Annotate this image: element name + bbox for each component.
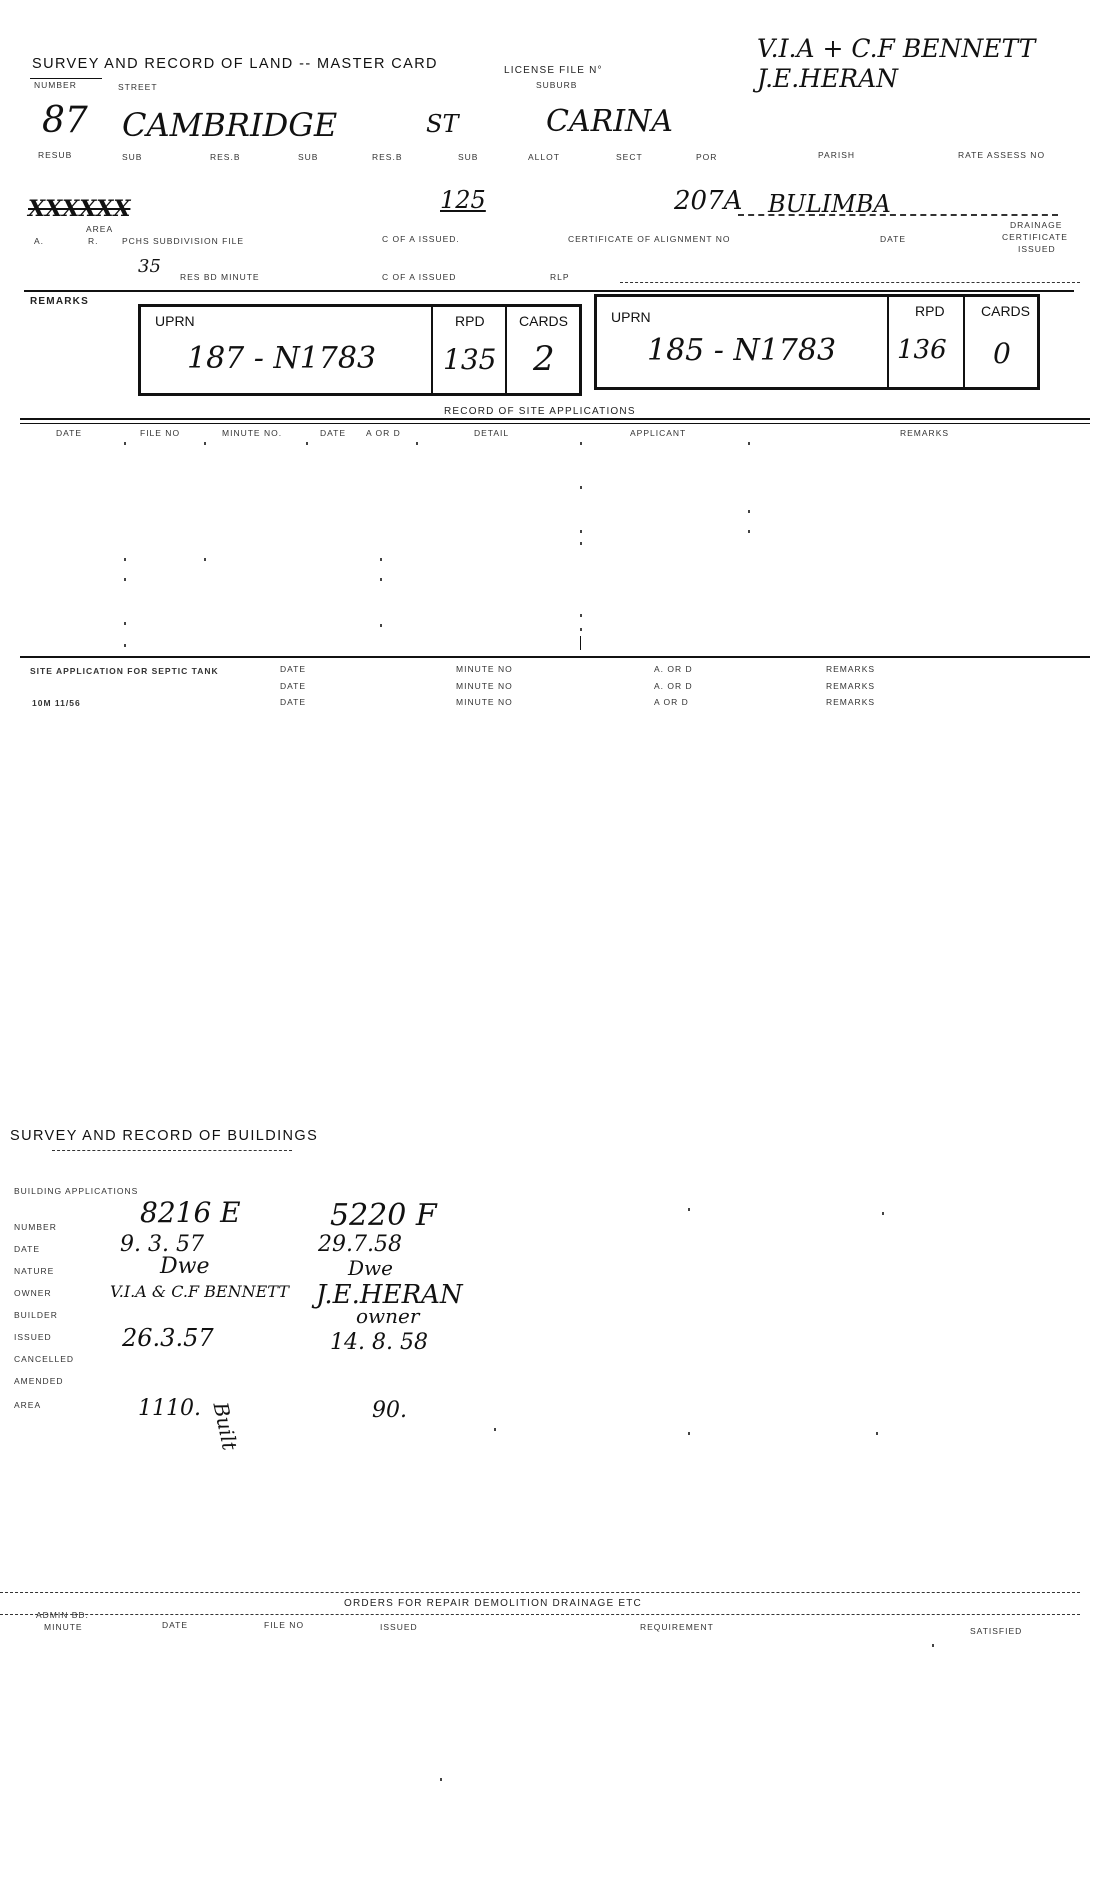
septic-remarks-1: REMARKS <box>826 664 876 674</box>
remarks-rule <box>24 290 1074 292</box>
septic-remarks-3: REMARKS <box>826 697 876 707</box>
septic-minute-2: MINUTE NO <box>456 681 513 691</box>
rate-assess-label: RATE ASSESS NO <box>958 150 1046 160</box>
hw-struck-resub: XXXXXX <box>28 196 131 222</box>
ba2-owner: J.E.HERAN <box>316 1280 463 1310</box>
rlp-label: RLP <box>550 272 570 282</box>
street-label: STREET <box>118 82 158 92</box>
rpd-label-1: RPD <box>455 313 485 329</box>
row4-dotted-line <box>620 282 1080 283</box>
column-dot <box>124 442 126 445</box>
ba1-nature: Dwe <box>160 1254 210 1279</box>
hw-res-sub: 125 <box>440 186 486 214</box>
hw-street: CAMBRIDGE <box>122 106 338 144</box>
hw-35: 35 <box>138 256 161 277</box>
pchs-label: PCHS SUBDIVISION FILE <box>122 236 245 246</box>
orders-col-file-no: FILE NO <box>264 1620 305 1630</box>
column-dot <box>580 542 582 545</box>
ba2-nature: Dwe <box>348 1256 393 1280</box>
septic-date-1: DATE <box>280 664 307 674</box>
remarks-label: REMARKS <box>30 296 89 307</box>
speck <box>494 1428 496 1431</box>
sub-label-2: SUB <box>298 152 319 162</box>
building-applications-label: BUILDING APPLICATIONS <box>14 1186 139 1196</box>
row-label-cancelled: CANCELLED <box>14 1354 75 1364</box>
uprn-value-1: 187 - N1783 <box>187 341 377 376</box>
septic-date-2: DATE <box>280 681 307 691</box>
row-label-date: DATE <box>14 1244 41 1254</box>
speck <box>688 1432 690 1435</box>
vertical-note: Built <box>208 1400 243 1453</box>
orders-col-admin-bd: ADMIN BD. <box>36 1610 89 1620</box>
septic-aord-1: A. OR D <box>654 664 693 674</box>
ba2-builder: owner <box>356 1304 420 1328</box>
column-dot <box>124 644 126 647</box>
speck <box>876 1432 878 1435</box>
row-label-issued: ISSUED <box>14 1332 52 1342</box>
buildings-card-title: SURVEY AND RECORD OF BUILDINGS <box>10 1128 319 1144</box>
orders-col-satisfied: SATISFIED <box>970 1626 1023 1636</box>
ba2-area: 90. <box>372 1398 407 1423</box>
form-code: 10M 11/56 <box>32 698 81 708</box>
septic-date-3: DATE <box>280 697 307 707</box>
hw-street-type: ST <box>426 110 459 138</box>
owners-line-1: V.I.A + C.F BENNETT <box>757 34 1036 63</box>
parish-label: PARISH <box>818 150 856 160</box>
orders-title: ORDERS FOR REPAIR DEMOLITION DRAINAGE ETC <box>344 1598 642 1609</box>
column-dot <box>580 614 582 617</box>
orders-col-minute: MINUTE <box>44 1622 83 1632</box>
hw-suburb: CARINA <box>546 104 673 139</box>
sub-label-1: SUB <box>122 152 143 162</box>
row-label-nature: NATURE <box>14 1266 55 1276</box>
number-label: NUMBER <box>34 80 77 90</box>
column-dot <box>416 442 418 445</box>
site-col-a-or-d: A OR D <box>366 428 401 438</box>
row-label-builder: BUILDER <box>14 1310 58 1320</box>
septic-aord-3: A OR D <box>654 697 689 707</box>
column-dot <box>580 442 582 445</box>
issued-label: ISSUED <box>1018 244 1056 254</box>
por-label: POR <box>696 152 718 162</box>
ba1-owner: V.I.A & C.F BENNETT <box>110 1282 289 1301</box>
ba1-date: 9. 3. 57 <box>120 1232 204 1257</box>
column-dot <box>580 530 582 533</box>
site-col-date: DATE <box>56 428 83 438</box>
ba2-number: 5220 F <box>330 1198 437 1233</box>
row-label-number: NUMBER <box>14 1222 57 1232</box>
uprn-value-2: 185 - N1783 <box>647 333 837 368</box>
orders-col-date: DATE <box>162 1620 189 1630</box>
site-rule-2 <box>20 423 1090 424</box>
buildings-title-underline <box>52 1150 292 1151</box>
rpd-label-2: RPD <box>915 303 945 319</box>
uprn-box-2 <box>594 294 1040 390</box>
uprn-box-1-divider-a <box>431 307 433 393</box>
uprn-box-2-divider-b <box>963 297 965 387</box>
allot-label: ALLOT <box>528 152 560 162</box>
orders-col-requirement: REQUIREMENT <box>640 1622 714 1632</box>
sect-label: SECT <box>616 152 643 162</box>
cards-value-2: 0 <box>993 337 1011 370</box>
cards-label-1: CARDS <box>519 313 569 329</box>
site-rule-1 <box>20 418 1090 420</box>
detail-column-rule <box>580 636 581 650</box>
ba1-number: 8216 E <box>140 1196 241 1229</box>
column-dot <box>204 558 206 561</box>
res-bd-minute-label: RES BD MINUTE <box>180 272 260 282</box>
site-col-applicant: APPLICANT <box>630 428 687 438</box>
column-dot <box>380 578 382 581</box>
certificate-label: CERTIFICATE <box>1002 232 1068 242</box>
uprn-label-1: UPRN <box>155 313 195 329</box>
orders-rule-1 <box>0 1592 1080 1593</box>
r-label: R. <box>88 236 99 246</box>
row-label-owner: OWNER <box>14 1288 52 1298</box>
site-col-date-2: DATE <box>320 428 347 438</box>
uprn-box-1 <box>138 304 582 396</box>
license-file-label: LICENSE FILE N° <box>504 65 603 76</box>
uprn-box-2-divider-a <box>887 297 889 387</box>
area-label: AREA <box>86 224 114 234</box>
hw-por: 207A <box>674 186 743 216</box>
ba2-issued: 14. 8. 58 <box>330 1330 428 1355</box>
column-dot <box>580 486 582 489</box>
speck <box>932 1644 934 1647</box>
speck <box>882 1212 884 1215</box>
rpd-value-2: 136 <box>897 335 947 365</box>
drainage-label: DRAINAGE <box>1010 220 1063 230</box>
column-dot <box>124 622 126 625</box>
uprn-label-2: UPRN <box>611 309 651 325</box>
column-dot <box>380 624 382 627</box>
column-dot <box>124 558 126 561</box>
ba1-issued: 26.3.57 <box>122 1324 214 1352</box>
septic-rule <box>20 656 1090 658</box>
site-col-minute-no: MINUTE NO. <box>222 428 283 438</box>
sub-label-3: SUB <box>458 152 479 162</box>
site-applications-title: RECORD OF SITE APPLICATIONS <box>444 406 636 417</box>
cert-alignment-label: CERTIFICATE OF ALIGNMENT NO <box>568 234 731 244</box>
ba2-date: 29.7.58 <box>318 1232 402 1257</box>
orders-rule-2 <box>0 1614 1080 1615</box>
cards-label-2: CARDS <box>981 303 1031 319</box>
column-dot <box>580 628 582 631</box>
site-col-detail: DETAIL <box>474 428 510 438</box>
column-dot <box>306 442 308 445</box>
column-dot <box>748 530 750 533</box>
land-card-title: SURVEY AND RECORD OF LAND -- MASTER CARD <box>32 56 438 72</box>
date-label-r3: DATE <box>880 234 907 244</box>
c-of-a-issued-label: C OF A ISSUED. <box>382 234 460 244</box>
speck <box>688 1208 690 1211</box>
resb-label-2: RES.B <box>372 152 403 162</box>
column-dot <box>380 558 382 561</box>
uprn-box-1-divider-b <box>505 307 507 393</box>
hw-parish: BULIMBA <box>768 190 891 218</box>
a-label: A. <box>34 236 45 246</box>
septic-minute-1: MINUTE NO <box>456 664 513 674</box>
resub-label: RESUB <box>38 150 73 160</box>
site-col-file-no: FILE NO <box>140 428 181 438</box>
hw-number: 87 <box>42 100 88 141</box>
owners-line-2: J.E.HERAN <box>757 64 899 93</box>
septic-aord-2: A. OR D <box>654 681 693 691</box>
row-label-amended: AMENDED <box>14 1376 64 1386</box>
septic-minute-3: MINUTE NO <box>456 697 513 707</box>
ba1-area: 1110. <box>138 1396 201 1421</box>
septic-label: SITE APPLICATION FOR SEPTIC TANK <box>30 666 219 676</box>
resb-label-1: RES.B <box>210 152 241 162</box>
rpd-value-1: 135 <box>443 343 497 376</box>
title-underline <box>30 78 102 79</box>
c-of-a-issued-label-2: C OF A ISSUED <box>382 272 457 282</box>
column-dot <box>748 442 750 445</box>
suburb-label: SUBURB <box>536 80 578 90</box>
orders-col-issued: ISSUED <box>380 1622 418 1632</box>
column-dot <box>748 510 750 513</box>
parish-dotted-line <box>738 214 1058 216</box>
site-col-remarks: REMARKS <box>900 428 950 438</box>
column-dot <box>124 578 126 581</box>
column-dot <box>204 442 206 445</box>
speck <box>440 1778 442 1781</box>
row-label-area: AREA <box>14 1400 42 1410</box>
cards-value-1: 2 <box>533 339 555 379</box>
septic-remarks-2: REMARKS <box>826 681 876 691</box>
